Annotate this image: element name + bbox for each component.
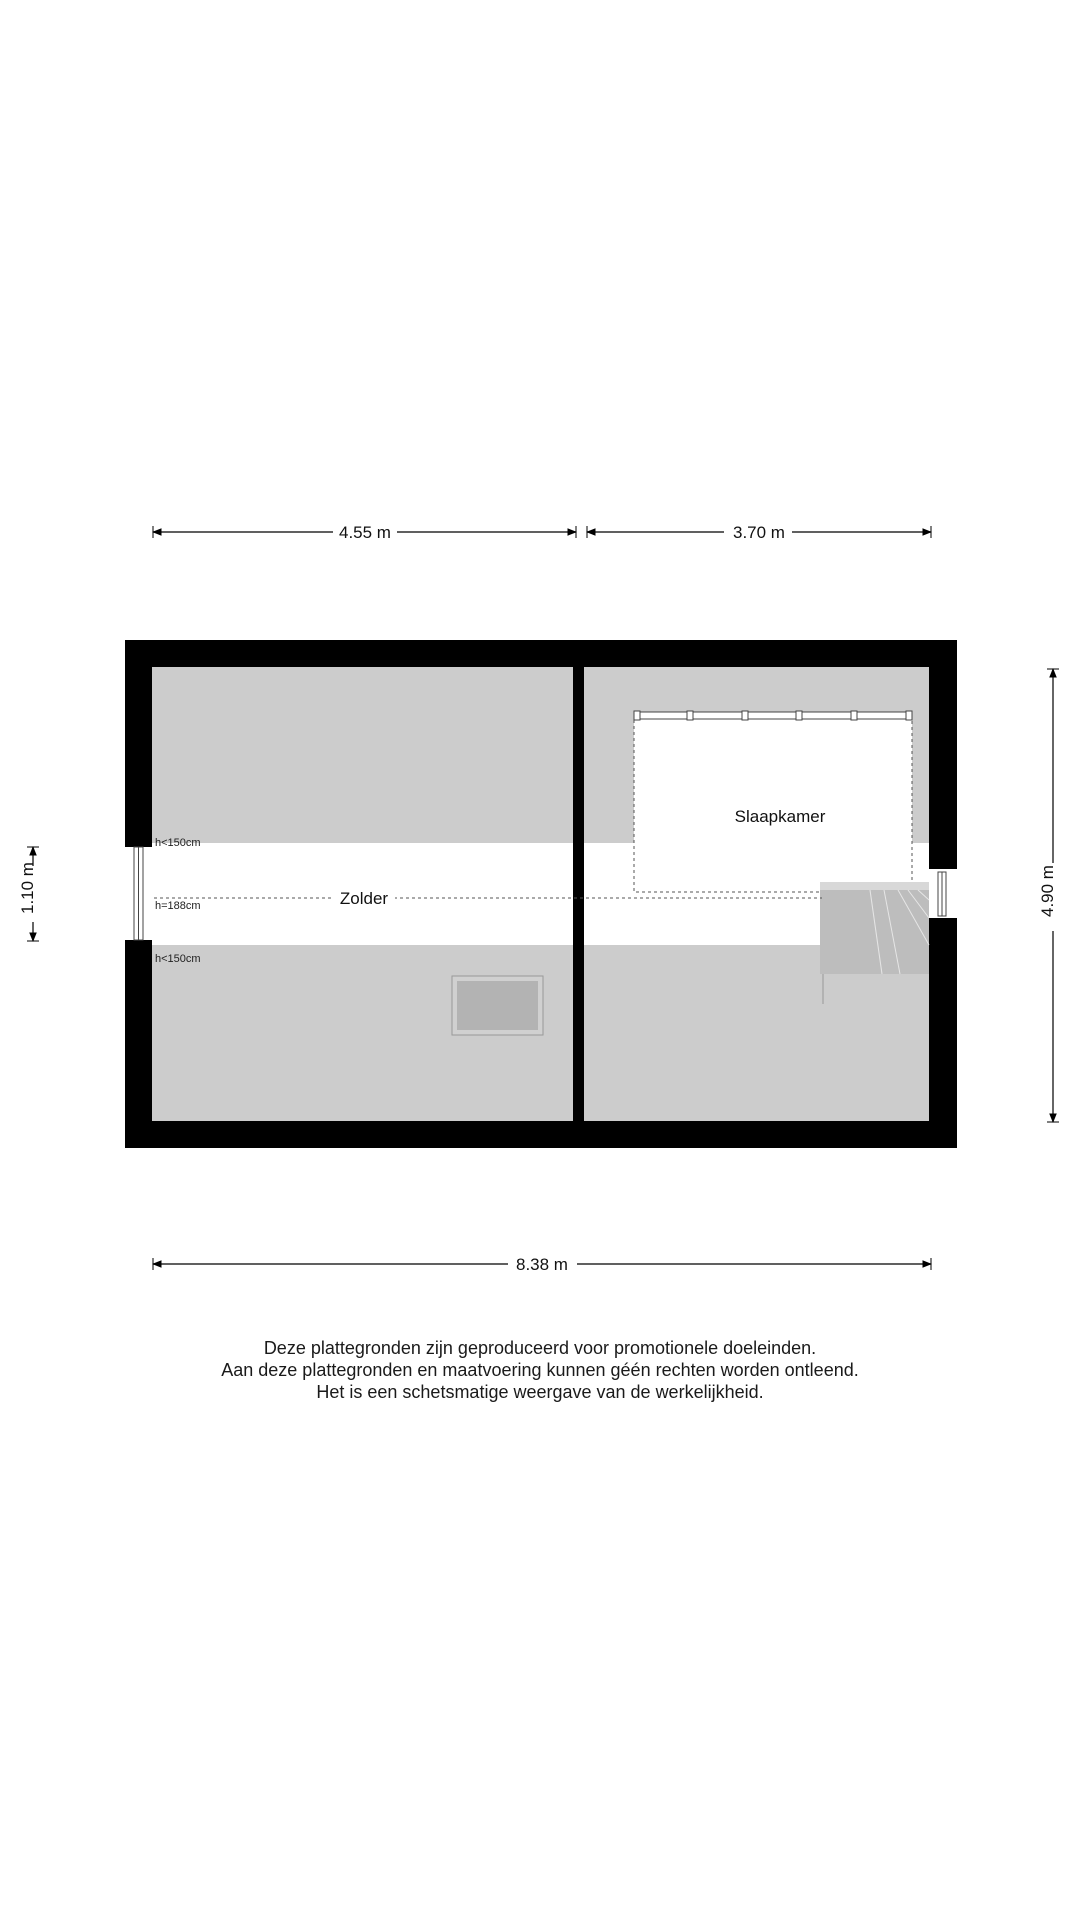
dimension-top-right [587,523,931,542]
dimension-label-left: 1.10 m [18,862,37,914]
height-label-lower: h<150cm [155,953,201,965]
disclaimer-line-2: Aan deze plattegronden en maatvoering kunnen géén rechten worden ontleend. [221,1360,859,1380]
height-label-upper: h<150cm [155,837,201,849]
disclaimer-line-3: Het is een schetsmatige weergave van de werkelijkheid. [316,1382,764,1402]
dimension-bottom [153,1255,931,1274]
dormer-area [634,717,912,892]
dimension-top-left [153,523,576,542]
skylight [452,976,543,1035]
interior-wall [573,667,584,1121]
dimension-label-top-right: 3.70 m [733,523,785,542]
room-label-zolder: Zolder [339,889,389,908]
disclaimer [0,1337,1080,1403]
dimension-label-right: 4.90 m [1038,865,1057,917]
dimension-right [1038,669,1059,1122]
dimension-left [18,847,39,941]
dimension-label-bottom: 8.38 m [516,1255,568,1274]
dormer-window [634,712,912,719]
dimension-label-top-left: 4.55 m [339,523,391,542]
height-label-middle: h=188cm [155,900,201,912]
room-label-slaapkamer: Slaapkamer [734,807,826,826]
disclaimer-line-1: Deze plattegronden zijn geproduceerd voor promotionele doeleinden. [263,1338,817,1358]
